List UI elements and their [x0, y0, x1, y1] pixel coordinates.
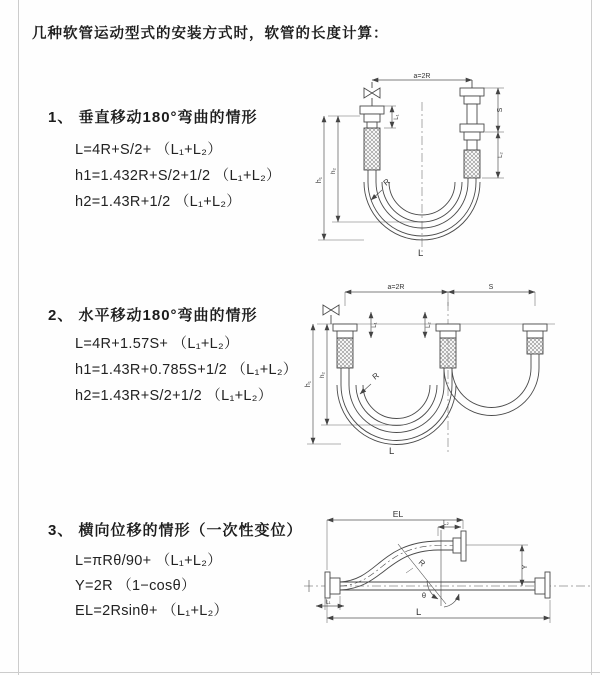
formula-line: L=4R+S/2+ （L₁+L₂） [75, 142, 223, 158]
section-2-heading: 2、 水平移动180°弯曲的情形 [48, 307, 258, 324]
dim-label-l: L [389, 446, 395, 457]
formula-line: Y=2R （1−cosθ） [75, 578, 196, 594]
dim-label-r: R [416, 557, 427, 569]
left-fitting [360, 106, 384, 182]
left-fitting [333, 324, 357, 385]
dim-label-r: R [370, 370, 381, 382]
dim-label-l2: L₂ [443, 520, 449, 527]
dim-label-a2r: a=2R [387, 284, 405, 291]
dim-label-l: L [416, 607, 422, 618]
formula-line: h1=1.43R+0.785S+1/2 （L₁+L₂） [75, 362, 298, 378]
s-curve-hose [340, 541, 453, 590]
right-fitting [460, 80, 484, 182]
dim-label-el: EL [392, 509, 404, 519]
straight-pipe [340, 582, 535, 590]
dim-label-y: Y [522, 564, 529, 570]
dim-label-h1: h₁ [316, 176, 323, 184]
formula-line: L=πRθ/90+ （L₁+L₂） [75, 553, 222, 569]
dim-label-h2: h₂ [330, 167, 337, 175]
dim-label-l1: L₁ [372, 322, 378, 328]
dim-label-l2: L₂ [426, 322, 432, 328]
angle-arc [444, 594, 459, 607]
hose-braid [440, 338, 456, 368]
dim-label-h1: h₁ [305, 380, 312, 388]
hose-braid [337, 338, 353, 368]
right-u-bend-arcs [444, 368, 539, 416]
formula-line: h2=1.43R+1/2 （L₁+L₂） [75, 194, 242, 210]
formula-line: h1=1.432R+S/2+1/2 （L₁+L₂） [75, 168, 281, 184]
dim-label-r: R [381, 176, 392, 188]
formula-line: EL=2Rsinθ+ （L₁+L₂） [75, 603, 229, 619]
section-3-heading: 3、 横向位移的情形（一次性变位） [48, 522, 303, 539]
section-1-heading: 1、 垂直移动180°弯曲的情形 [48, 109, 258, 126]
page-title: 几种软管运动型式的安装方式时，软管的长度计算： [32, 26, 389, 42]
valve-icon [364, 82, 380, 106]
hose-drawing [309, 530, 550, 606]
dim-label-s: S [488, 284, 494, 291]
page-border-bottom [0, 672, 600, 673]
dim-label-l1: L₁ [394, 114, 400, 120]
top-right-flange [453, 531, 466, 561]
formula-line: h2=1.43R+S/2+1/2 （L₁+L₂） [75, 388, 273, 404]
dim-label-l2: L₂ [498, 152, 504, 158]
page-border-left [18, 0, 19, 675]
dim-label-l: L [418, 248, 424, 259]
diagram-vertical-180-bend [312, 72, 587, 262]
dim-label-a2r: a=2R [413, 73, 431, 80]
right-flange [535, 572, 550, 598]
hose-braid [364, 128, 380, 170]
dim-label-s: S [497, 107, 504, 113]
formula-line: L=4R+1.57S+ （L₁+L₂） [75, 336, 239, 352]
right-fitting [523, 324, 547, 368]
hose-braid [527, 338, 543, 354]
dimension-lines [316, 520, 550, 623]
hose-drawing [318, 80, 484, 240]
dim-label-l1: L₁ [325, 599, 331, 606]
dim-label-h2: h₂ [319, 371, 326, 379]
diagram-lateral-displacement [298, 506, 598, 646]
left-u-bend-arcs [337, 385, 456, 445]
dim-label-theta: θ [421, 591, 427, 600]
diagram-horizontal-180-bend [303, 280, 598, 460]
left-flange [325, 572, 340, 598]
hose-braid [464, 150, 480, 178]
valve-icon [323, 305, 339, 324]
